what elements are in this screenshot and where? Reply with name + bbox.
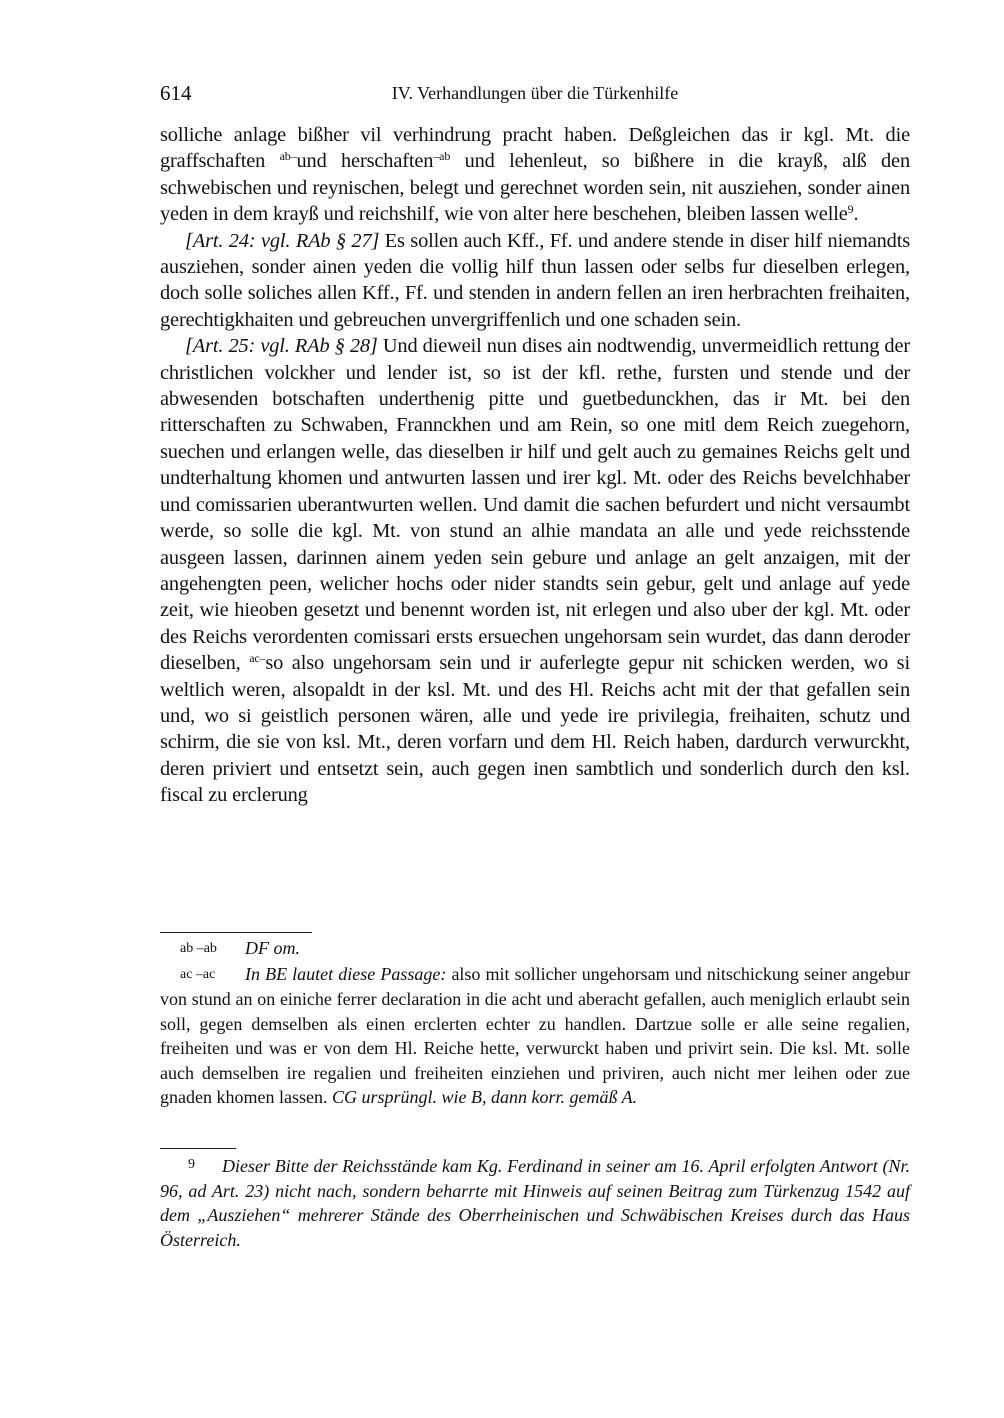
text-run: so also ungehorsam sein und ir auferlegte gepur nit schicken werden, wo si weltlich weren, alsopaldt in der ksl. Mt. und des Hl. Reichs acht mit der that gefallen sein und, wo si geistlich personen wären, alle und yede ire privilegia, freihaiten, schutz und schirm, die sie von ksl. Mt., deren vorfarn und dem Hl. Reich haben, dardurch verwurckht, deren priviert und entsetzt sein, auch gegen inen sambtlich und sonderlich durch den ksl. fiscal zu erclerung bbox=[160, 652, 910, 807]
paragraph-art-24 bbox=[160, 228, 910, 334]
text-run: . bbox=[853, 203, 859, 226]
footnotes-divider bbox=[160, 1148, 236, 1149]
article-reference: [Art. 25: vgl. RAb § 28] bbox=[185, 335, 378, 358]
text-run: Und dieweil nun dises ain nodtwendig, unvermeidlich rettung der christlichen volckher und lender ist, so ist der kfl. rethe, fursten und stende und der abwesenden botschaften underthenig pitte und guetbedunckhen, das ir Mt. bei den ritterschaften zu Schwaben, Frannckhen und am Rein, so one mitl dem Reich zuegehorn, suechen und erlangen welle, das dieselben ir hilf und gelt auch zu gemaines Reichs gelt und undterhaltung khomen und antwurten lassen und irer kgl. Mt. oder des Reichs bevelchhaber und comissarien uberantwurten wellen. Und damit die sachen befurdert und nicht versaumbt werde, so solle die kgl. Mt. von stund an alhie mandata an alle und yede reichsstende ausgeen lassen, darinnen ainem yeden sein gebure und anlage an gelt anzaigen, mit der angehengten peen, welicher hochs oder nider standts sein gebur, gelt und anlage auf yede zeit, wie hieoben gesetzt und benennt worden ist, nit erlegen und also uber der kgl. Mt. oder des Reichs verordenten comissari ersts ersuechen ungehorsam sein wurdet, das dann deroder dieselben, bbox=[160, 335, 910, 675]
variant-label: ac –ac bbox=[180, 966, 216, 982]
variant-label: ab –ab bbox=[180, 941, 217, 956]
footnote-9 bbox=[160, 1153, 910, 1252]
variant-note bbox=[160, 936, 910, 962]
running-title: IV. Verhandlungen über die Türkenhilfe bbox=[391, 83, 679, 103]
text-run: und herschaften bbox=[296, 150, 434, 173]
variant-italic: In BE lautet diese Passage: bbox=[245, 963, 447, 984]
variant-text: also mit sollicher ungehorsam und nitschickung seiner angebur von stund an on einiche ferrer declaration in die acht und aberacht gefallen, auch meniglich erlaubt sein soll, gegen demselben als einen erclerten echter zu handlen. Dartzue solle er alle seine regalien, freiheiten und was er von dem Hl. Reiche hette, verwurckt haben und privirt sein. Die ksl. Mt. solle auch demselben ire regalien und freiheiten einziehen und priviren, auch nicht mer leihen oder zue gnaden khomen lassen. bbox=[160, 963, 910, 1107]
variant-marker-ab-start: ab– bbox=[279, 149, 297, 164]
variant-marker-ac-start: ac– bbox=[249, 651, 266, 666]
variants-divider bbox=[160, 932, 312, 933]
variant-italic: DF om. bbox=[245, 938, 300, 958]
footnote-ref-9[interactable]: 9 bbox=[847, 202, 854, 217]
main-text bbox=[160, 122, 910, 809]
paragraph-art-25 bbox=[160, 333, 910, 808]
variant-italic-end: CG ursprüngl. wie B, dann korr. gemäß A. bbox=[331, 1087, 638, 1107]
text-run: und lehenleut, so bißhere in die krayß, alß den schwebischen und reynischen, belegt und gerechnet worden sein, nit ausziehen, sonder ainen yeden in dem krayß und reichshilf, wie von alter here beschehen, bleiben lassen welle bbox=[160, 150, 911, 226]
paragraph-continuation bbox=[160, 122, 910, 228]
text-run: solliche anlage bißher vil verhindrung pracht haben. Deßgleichen das ir kgl. Mt. die graffschaften bbox=[160, 124, 910, 173]
text-run: Es sollen auch Kff., Ff. und andere stende in diser hilf niemandts ausziehen, sonder ainen yeden die vollig hilf thun lassen oder selbs fur dieselben erlegen, doch solle soliches allen Kff., Ff. und stenden in andern fellen an iren herbrachten freihaiten, gerechtigkhaiten und gebreuchen unvergriffenlich und one schaden sein. bbox=[160, 229, 910, 331]
footnote-number: 9 bbox=[188, 1157, 195, 1172]
variant-note bbox=[160, 962, 910, 1110]
text-variants-apparatus bbox=[160, 936, 910, 1110]
variant-marker-ab-end: –ab bbox=[433, 149, 451, 164]
footnote-text: Dieser Bitte der Reichsstände kam Kg. Ferdinand in seiner am 16. April erfolgten Antwort (Nr. 96, ad Art. 23) nicht nach, sondern beharrte mit Hinweis auf seinen Beitrag zum Türkenzug 1542 auf dem „Ausziehen“ mehrerer Stände des Oberrheinischen und Schwäbischen Kreises durch das Haus Österreich. bbox=[160, 1156, 910, 1250]
footnotes bbox=[160, 1153, 910, 1252]
article-reference: [Art. 24: vgl. RAb § 27] bbox=[185, 229, 380, 252]
running-head bbox=[160, 80, 910, 106]
page-number: 614 bbox=[160, 81, 192, 105]
